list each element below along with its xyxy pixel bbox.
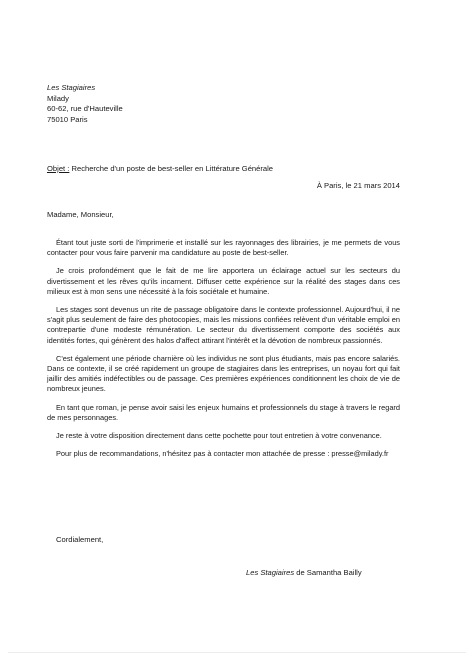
signature-author-group: Les Stagiaires (246, 568, 295, 577)
body-paragraph: Pour plus de recommandations, n'hésitez pas à contacter mon attachée de presse : presse@milady.fr (56, 449, 389, 459)
body-paragraph: En tant que roman, je pense avoir saisi les enjeux humains et professionnels du stage à travers le regard de mes personnages. (47, 402, 400, 422)
subject-line (47, 164, 273, 173)
subject-label: Objet : (47, 164, 70, 173)
body-paragraph: Je reste à votre disposition directement dans cette pochette pour tout entretien à votre convenance. (56, 431, 382, 441)
letter-body (47, 238, 400, 467)
sender-company: Milady (47, 93, 69, 103)
body-paragraph: Je crois profondément que le fait de me lire apportera un éclairage actuel sur les secteurs du divertissement et les rêves qu'ils incarnent. Diffuser cette expérience sur la réalité des stages dans ces milieux est à mon sens une nécessité à la fois sociétale et humaine. (47, 266, 400, 296)
page-bottom-divider (8, 652, 466, 653)
sender-street: 60-62, rue d'Hauteville (47, 104, 123, 114)
closing: Cordialement, (56, 535, 104, 544)
greeting: Madame, Monsieur, (47, 210, 114, 219)
body-paragraph: Les stages sont devenus un rite de passage obligatoire dans le contexte professionnel. Aujourd'hui, il ne s'agit plus seulement de faire des photocopies, mais les missions confiées relèvent d'un véritable emploi en contrepartie d'une modeste rémunération. Le secteur du divertissement comporte des sociétés aux identités fortes, qui génèrent des halos d'affect attirant l'intérêt et la dévotion de nombreux passionnés. (47, 305, 400, 345)
signature-author-name: de Samantha Bailly (294, 568, 362, 577)
subject-text: Recherche d'un poste de best-seller en Littérature Générale (69, 164, 274, 173)
body-paragraph: Étant tout juste sorti de l'imprimerie et installé sur les rayonnages des librairies, je me permets de vous contacter pour vous faire parvenir ma candidature au poste de best-seller. (47, 238, 400, 258)
sender-name: Les Stagiaires (47, 83, 96, 92)
sender-address-block (47, 83, 123, 125)
signature (246, 568, 362, 577)
letter-date: À Paris, le 21 mars 2014 (316, 181, 400, 190)
body-paragraph: C'est également une période charnière où les individus ne sont plus étudiants, mais pas encore salariés. Dans ce contexte, il se créé rapidement un groupe de stagiaires dans les entreprises, un noyau fort qui fait jaillir des amitiés indéfectibles ou de passage. Ces premières expériences conditionnent les choix de vie de nombreux jeunes. (47, 353, 400, 394)
sender-city: 75010 Paris (47, 114, 88, 124)
